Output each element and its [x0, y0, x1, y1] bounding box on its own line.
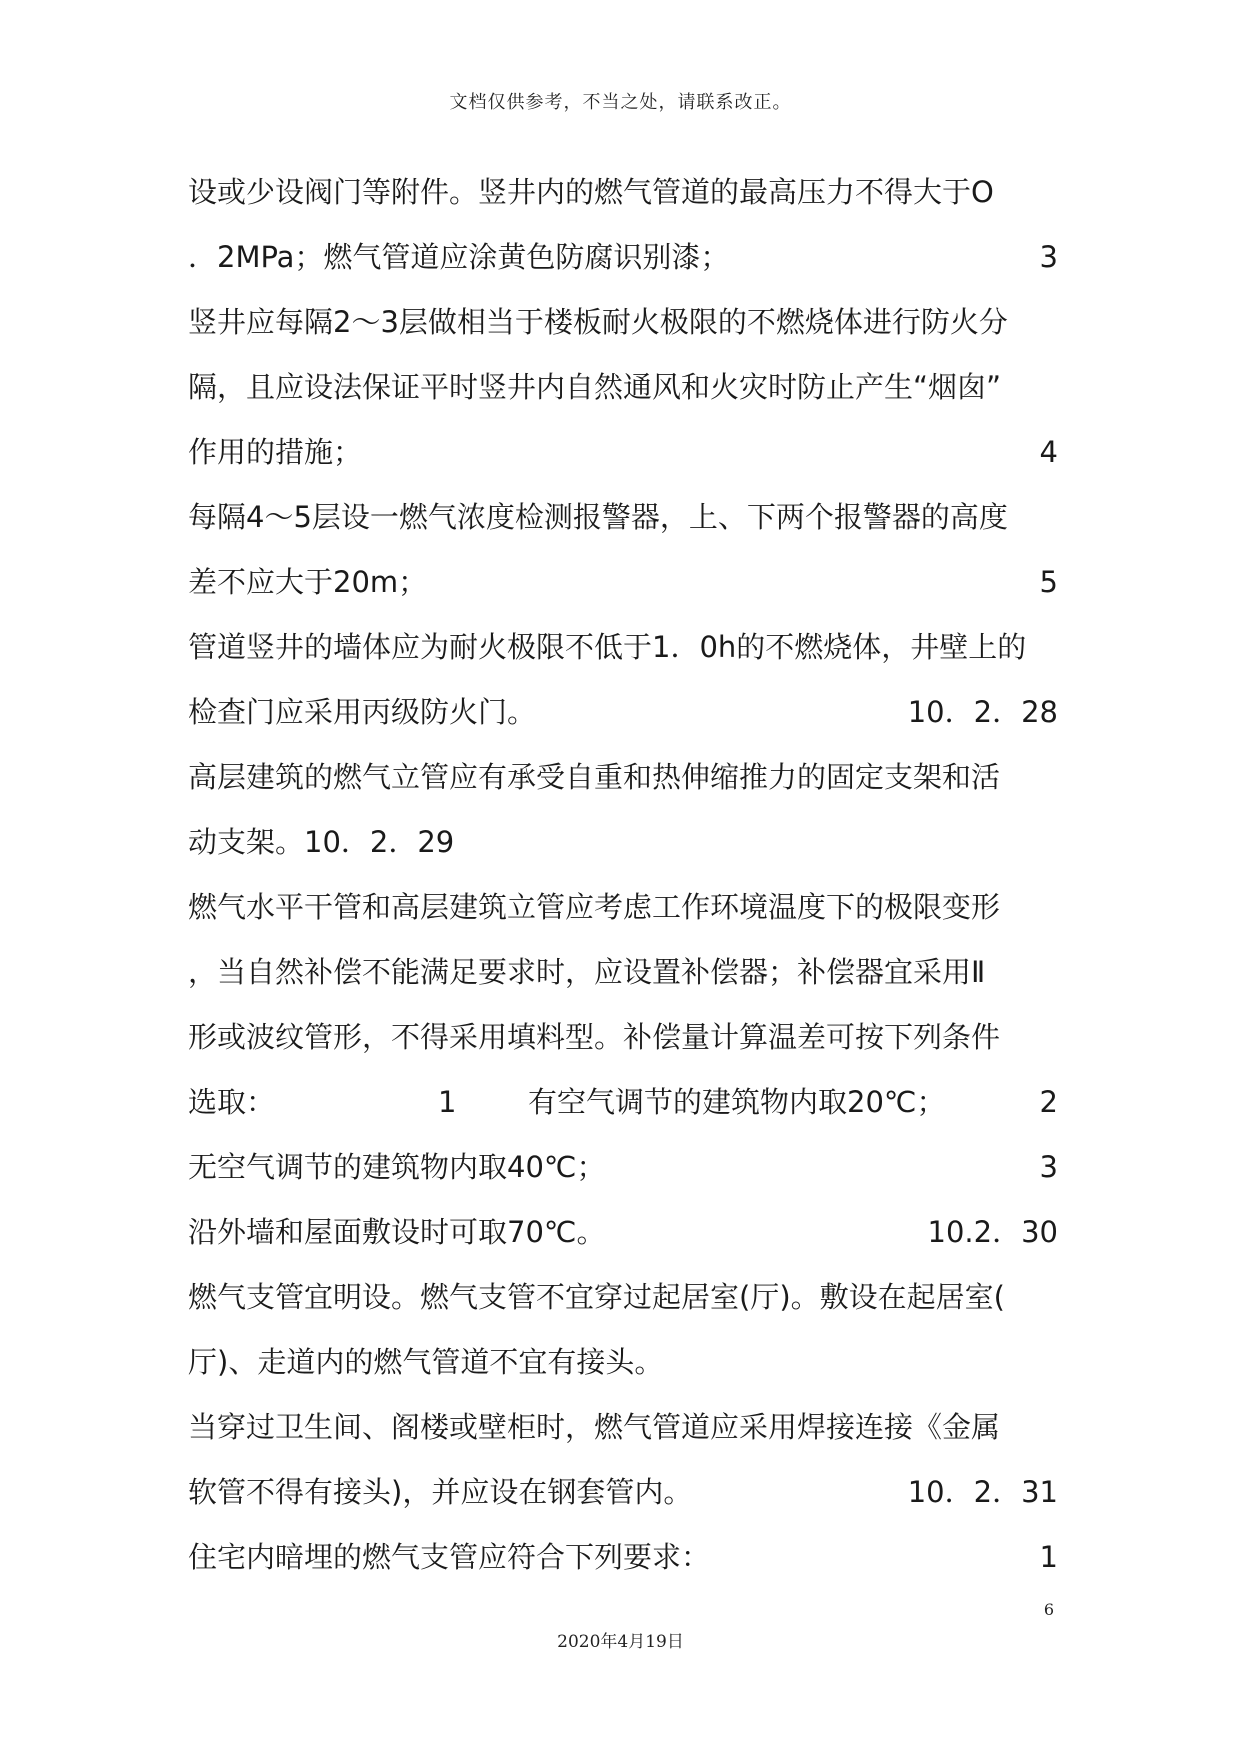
line-text: 燃气水平干管和高层建筑立管应考虑工作环境温度下的极限变形	[188, 890, 1001, 924]
line-right-number: 4	[1039, 435, 1058, 469]
line-text: 软管不得有接头)，并应设在钢套管内。	[188, 1475, 693, 1509]
text-line	[188, 355, 1058, 420]
line-mid-number: 1	[438, 1085, 457, 1119]
line-right-number: 10.2．30	[927, 1215, 1058, 1249]
line-text: 作用的措施；	[188, 435, 363, 469]
text-line	[188, 485, 1058, 550]
line-text: 住宅内暗埋的燃气支管应符合下列要求：	[188, 1540, 711, 1574]
text-line	[188, 810, 1058, 875]
line-text: 设或少设阀门等附件。竖井内的燃气管道的最高压力不得大于O	[188, 175, 994, 209]
text-line	[188, 420, 1058, 485]
text-line	[188, 1005, 1058, 1070]
text-line	[188, 1525, 1058, 1590]
line-text: ，当自然补偿不能满足要求时，应设置补偿器；补偿器宜采用Ⅱ	[188, 955, 986, 989]
line-text: ．2MPa；燃气管道应涂黄色防腐识别漆；	[188, 240, 730, 274]
line-right-number: 5	[1039, 565, 1058, 599]
footer-date: 2020年4月19日	[557, 1632, 684, 1652]
body-text	[188, 160, 1058, 1590]
text-line	[188, 1265, 1058, 1330]
header-note: 文档仅供参考，不当之处，请联系改正。	[449, 92, 792, 113]
line-text: 高层建筑的燃气立管应有承受自重和热伸缩推力的固定支架和活	[188, 760, 1001, 794]
line-text: 管道竖井的墙体应为耐火极限不低于1．0h的不燃烧体，井壁上的	[188, 630, 1027, 664]
text-line	[188, 1070, 1058, 1135]
line-text: 沿外墙和屋面敷设时可取70℃。	[188, 1215, 606, 1249]
text-line	[188, 225, 1058, 290]
line-text: 差不应大于20m；	[188, 565, 428, 599]
text-line	[188, 1135, 1058, 1200]
text-line	[188, 290, 1058, 355]
text-line	[188, 615, 1058, 680]
line-text: 当穿过卫生间、阁楼或壁柜时，燃气管道应采用焊接连接《金属	[188, 1410, 1001, 1444]
line-text: 形或波纹管形，不得采用填料型。补偿量计算温差可按下列条件	[188, 1020, 1001, 1054]
text-line	[188, 1395, 1058, 1460]
text-line	[188, 1200, 1058, 1265]
page-number: 6	[1043, 1600, 1054, 1619]
line-text: 动支架。10．2．29	[188, 825, 455, 859]
text-line	[188, 940, 1058, 1005]
line-text: 选取：	[188, 1085, 276, 1119]
line-text: 无空气调节的建筑物内取40℃；	[188, 1150, 606, 1184]
line-right-number: 1	[1039, 1540, 1058, 1574]
text-line	[188, 745, 1058, 810]
line-mid-text: 有空气调节的建筑物内取20℃；	[528, 1085, 946, 1119]
text-line	[188, 875, 1058, 940]
line-right-number: 3	[1039, 1150, 1058, 1184]
line-text: 燃气支管宜明设。燃气支管不宜穿过起居室(厅)。敷设在起居室(	[188, 1280, 1005, 1314]
text-line	[188, 1330, 1058, 1395]
text-line	[188, 680, 1058, 745]
text-line	[188, 1460, 1058, 1525]
line-text: 检查门应采用丙级防火门。	[188, 695, 537, 729]
line-text: 厅)、走道内的燃气管道不宜有接头。	[188, 1345, 664, 1379]
line-text: 隔，且应设法保证平时竖井内自然通风和火灾时防止产生“烟囱”	[188, 370, 1002, 404]
line-text: 竖井应每隔2～3层做相当于楼板耐火极限的不燃烧体进行防火分	[188, 305, 1008, 339]
line-text: 每隔4～5层设一燃气浓度检测报警器，上、下两个报警器的高度	[188, 500, 1008, 534]
line-right-number: 3	[1039, 240, 1058, 274]
line-right-number: 2	[1039, 1085, 1058, 1119]
text-line	[188, 550, 1058, 615]
text-line	[188, 160, 1058, 225]
line-right-number: 10．2．28	[907, 695, 1058, 729]
line-right-number: 10．2．31	[907, 1475, 1058, 1509]
